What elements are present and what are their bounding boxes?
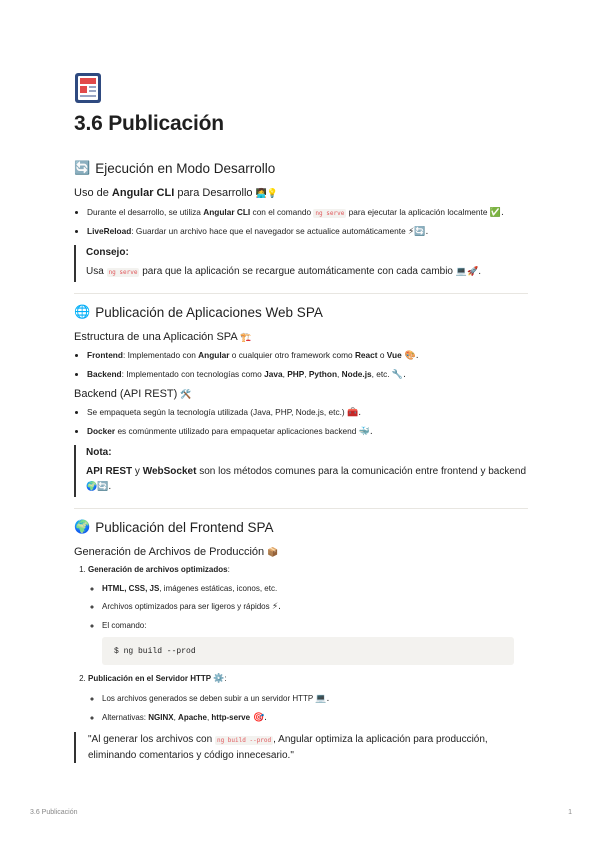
callout-title: Consejo:: [86, 247, 129, 258]
list-item: • Frontend: Implementado con Angular o cualquier otro framework como React o Vue 🎨.: [87, 350, 528, 362]
list-item: 1. Generación de archivos optimizados: ◦ HTML, CSS, JS, imágenes estáticas, iconos, etc. ◦ Archivos optimizados para ser ligeros y rápidos ⚡. ◦ El comando: $ ng build --prod: [88, 564, 528, 665]
subheading: Backend (API REST) 🛠️: [74, 388, 192, 400]
inline-code: ng build --prod: [216, 737, 272, 744]
page-content: [74, 72, 528, 763]
section-heading: [74, 305, 528, 320]
list-item: • Docker es comúnmente utilizado para empaquetar aplicaciones backend 🐳.: [87, 426, 528, 438]
page-title: 3.6 Publicación: [74, 112, 224, 135]
toolbox-icon: 🧰.: [346, 408, 362, 418]
list-item: • LiveReload: Guardar un archivo hace que el navegador se actualice automáticamente ⚡🔄.: [87, 226, 528, 238]
list-item: ◦ Archivos optimizados para ser ligeros y rápidos ⚡.: [102, 601, 528, 613]
section-heading: [74, 520, 528, 535]
palette-icon: 🎨.: [401, 351, 419, 361]
bullet-list: [88, 693, 528, 724]
footer-title: 3.6 Publicación: [30, 809, 78, 816]
quote-block: "Al generar los archivos con ng build --prod , Angular optimiza la aplicación para producción, eliminando comentarios y código innecesario.": [74, 732, 528, 763]
list-item: • Backend: Implementado con tecnologías como Java, PHP, Python, Node.js, etc. 🔧.: [87, 369, 528, 381]
callout-title: Nota:: [86, 447, 112, 458]
callout-body: API REST y WebSocket son los métodos comunes para la comunicación entre frontend y backend 🌍🔄.: [86, 466, 527, 492]
section-dev-mode: [74, 161, 528, 282]
bullet-list: [74, 407, 528, 438]
divider: [74, 508, 528, 509]
numbered-list: [74, 564, 528, 724]
tools-icon: 🛠️: [180, 390, 192, 400]
bullet-list: [74, 350, 528, 381]
whale-icon: 🐳.: [358, 427, 373, 437]
list-item: ◦ HTML, CSS, JS, imágenes estáticas, iconos, etc.: [102, 583, 528, 594]
subheading: Uso de Angular CLI para Desarrollo 👩‍💻💡: [74, 187, 279, 199]
list-item: ◦ Alternativas: NGINX, Apache, http-serve 🎯.: [102, 712, 528, 724]
callout-body: Usa ng serve para que la aplicación se recargue automáticamente con cada cambio 💻🚀.: [86, 266, 482, 277]
divider: [74, 293, 528, 294]
callout-note: [74, 445, 528, 497]
list-item: 2. Publicación en el Servidor HTTP ⚙️: ◦ Los archivos generados se deben subir a un servidor HTTP 💻. ◦ Alternativas: NGINX, Apache, http-serve 🎯.: [88, 673, 528, 724]
newspaper-icon: [74, 72, 102, 104]
package-icon: 📦: [267, 548, 279, 558]
check-icon: ✅.: [489, 208, 504, 218]
section-heading: [74, 161, 528, 176]
inline-code: ng serve: [315, 210, 345, 217]
globe-icon: 🌍: [74, 520, 91, 535]
globe-icon: 🌐: [74, 305, 91, 320]
subheading: Estructura de una Aplicación SPA 🏗️: [74, 331, 252, 343]
gear-icon: ⚙️: [213, 674, 225, 684]
rocket-icon: 💻🚀.: [455, 267, 482, 277]
list-item: ◦ El comando: $ ng build --prod: [102, 620, 528, 665]
list-item: • Se empaqueta según la tecnología utilizada (Java, PHP, Node.js, etc.) 🧰.: [87, 407, 528, 419]
heading-text: Ejecución en Modo Desarrollo: [95, 161, 276, 176]
list-item: ◦ Los archivos generados se deben subir a un servidor HTTP 💻.: [102, 693, 528, 705]
bullet-list: [88, 583, 528, 665]
globe-icon: 🌍🔄.: [86, 482, 112, 492]
heading-text: Publicación de Aplicaciones Web SPA: [95, 305, 323, 320]
list-item: • Durante el desarrollo, se utiliza Angular CLI con el comando ng serve para ejecutar la aplicación localmente ✅.: [87, 207, 528, 219]
construction-icon: 🏗️: [240, 333, 252, 343]
wrench-icon: 🔧.: [391, 370, 406, 380]
callout-tip: [74, 245, 528, 282]
subheading: Generación de Archivos de Producción 📦: [74, 546, 279, 558]
computer-icon: 💻.: [315, 694, 330, 704]
inline-code: ng serve: [108, 269, 138, 276]
refresh-icon: 🔄: [74, 161, 91, 176]
bullet-list: [74, 207, 528, 238]
heading-text: Publicación del Frontend SPA: [95, 520, 274, 535]
section-spa-publication: [74, 305, 528, 497]
section-frontend-publication: [74, 520, 528, 763]
refresh-icon: ⚡🔄.: [408, 227, 429, 237]
code-block: $ ng build --prod: [102, 637, 514, 665]
page-number: 1: [568, 809, 572, 816]
developer-icon: 👩‍💻💡: [255, 189, 279, 199]
target-icon: 🎯.: [250, 713, 268, 723]
lightning-icon: ⚡.: [271, 602, 282, 612]
